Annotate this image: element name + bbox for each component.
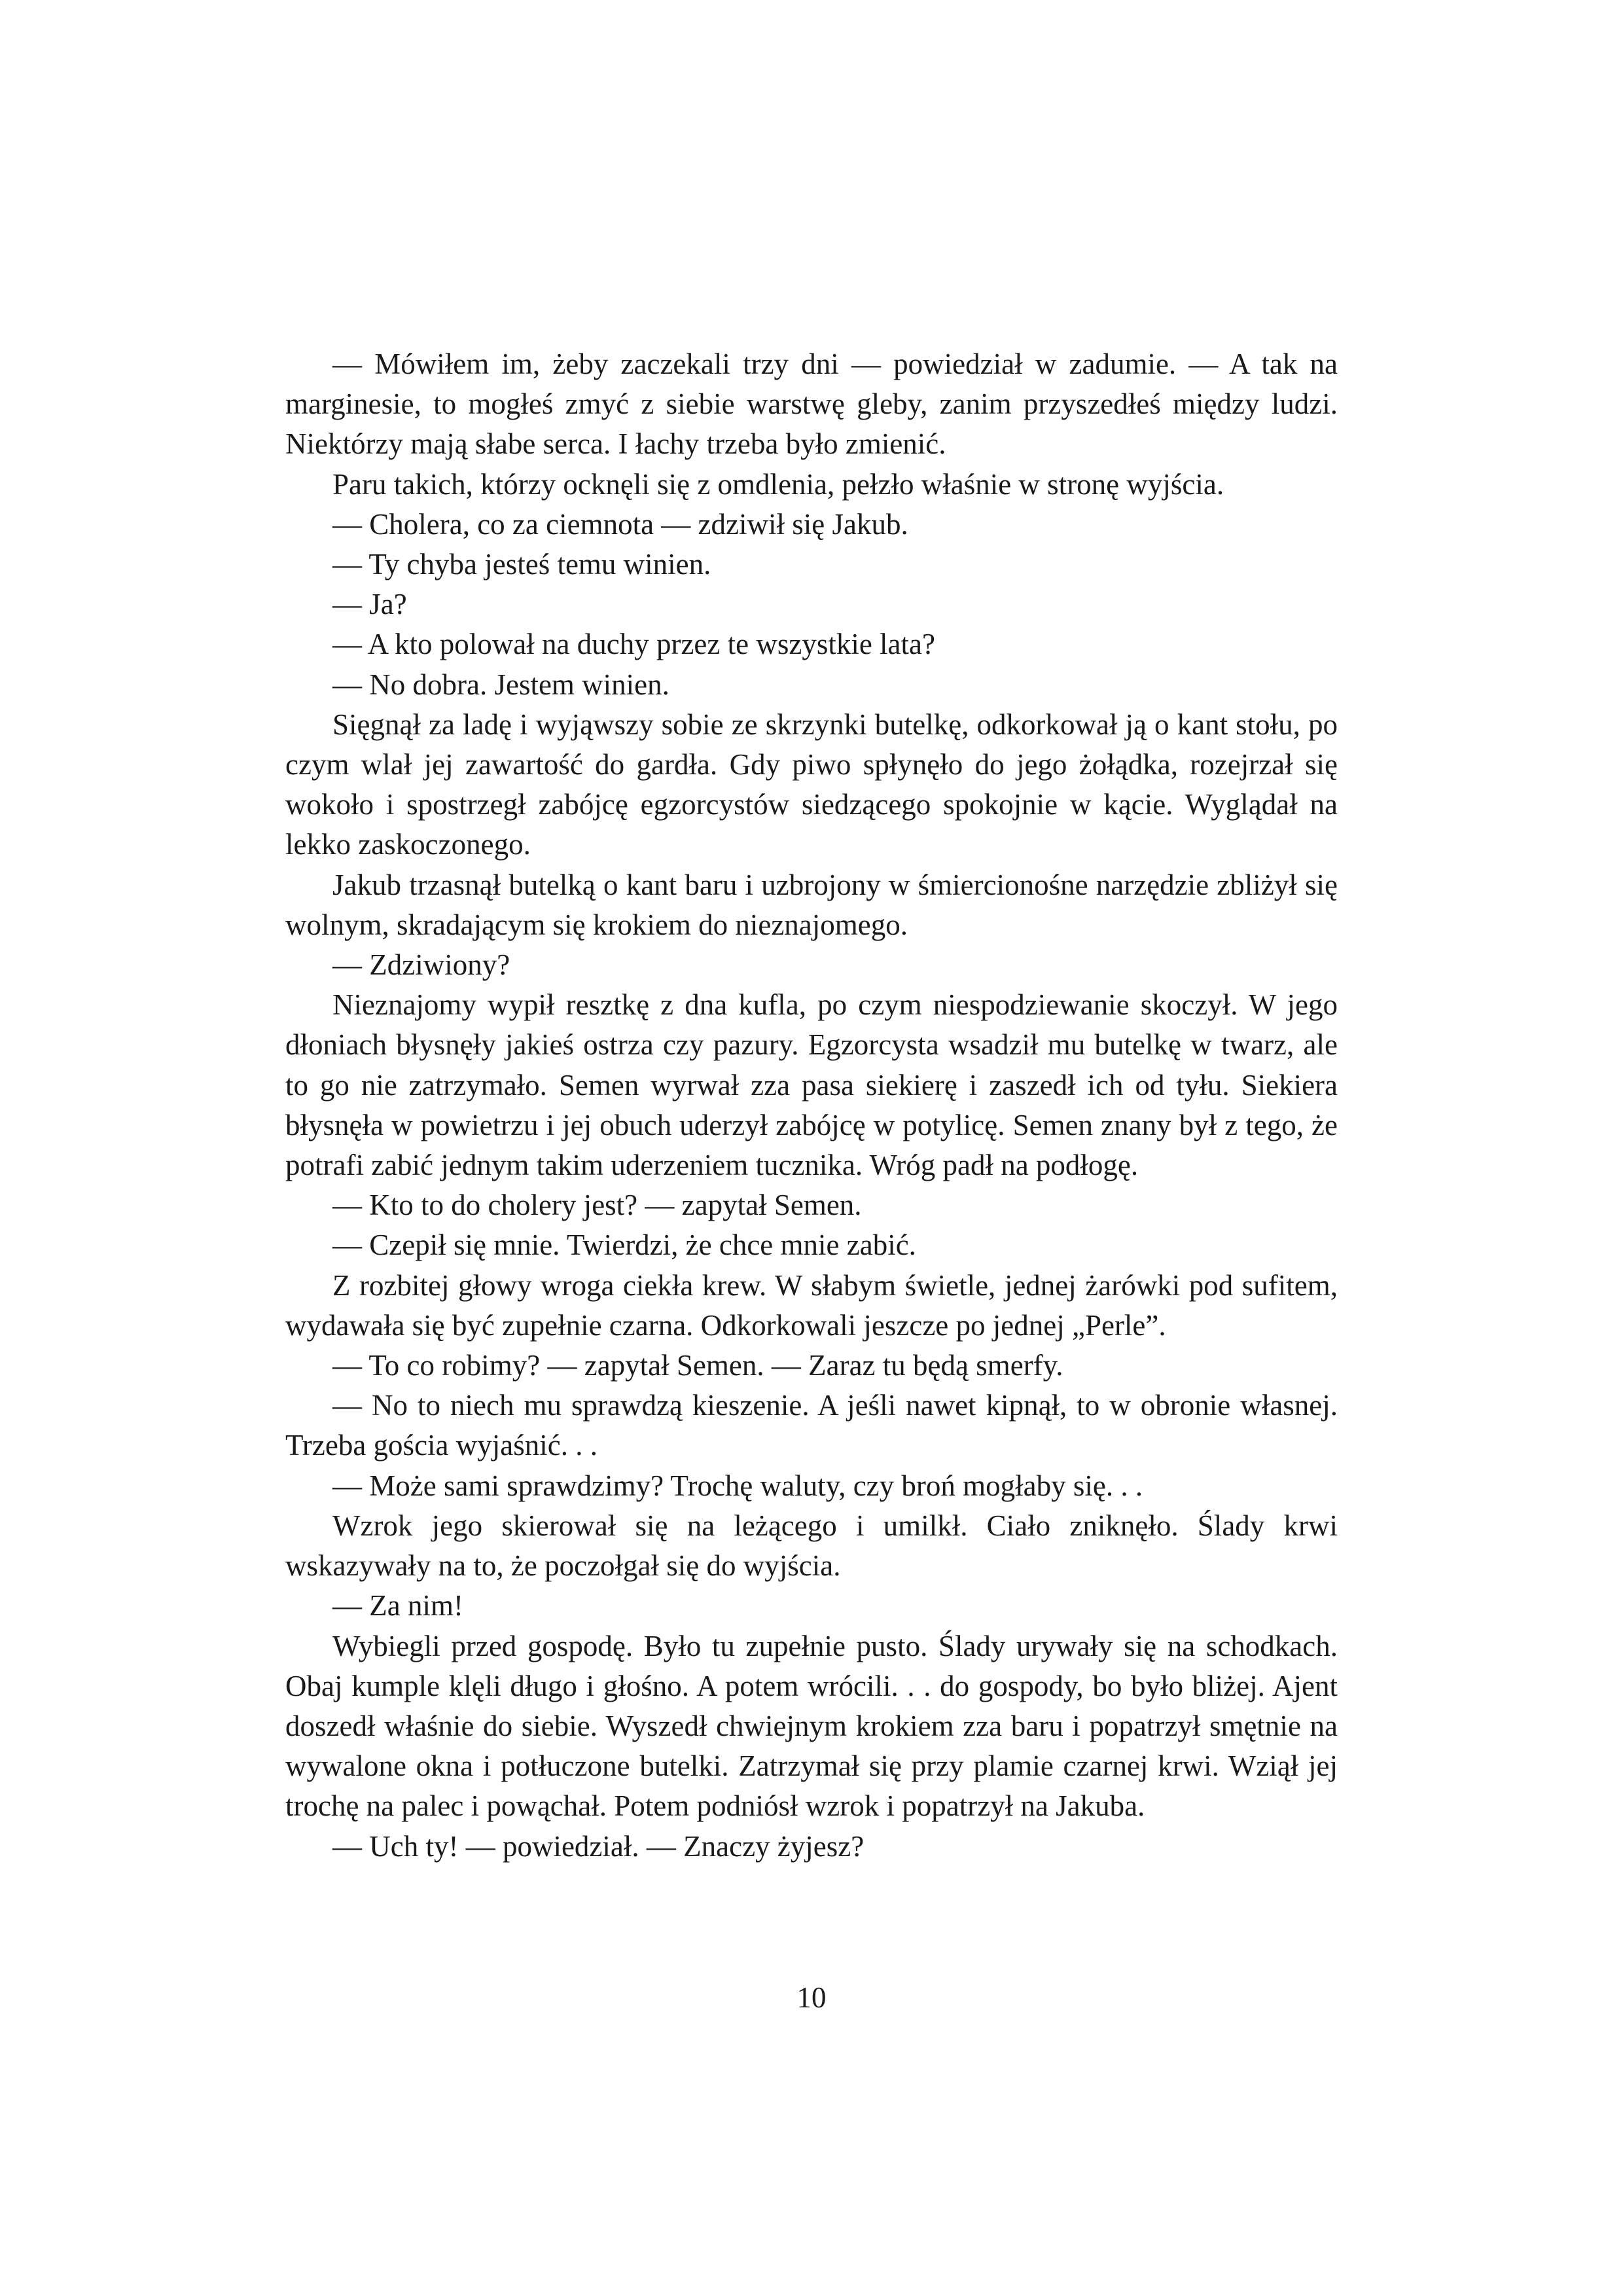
paragraph: — Za nim! xyxy=(332,1589,463,1623)
paragraph: — To co robimy? — zapytał Semen. — Zaraz tu będą smerfy. xyxy=(332,1349,1063,1382)
page-number: 10 xyxy=(796,1981,827,2014)
paragraph: — A kto polował na duchy przez te wszystkie lata? xyxy=(332,628,935,661)
paragraph: Wybiegli przed gospodę. Było tu zupełnie pusto. Ślady urywały się na schodkach. Obaj kumple klęli długo i głośno. A potem wrócili. . . do gospody, bo było bliżej. Ajent doszedł właśnie do siebie. Wyszedł chwiejnym krokiem zza baru i popatrzył smętnie na wywalone okna i potłuczone butelki. Zatrzymał się przy plamie czarnej krwi. Wziął jej trochę na palec i powąchał. Potem podniósł wzrok i popatrzył na Jakuba. xyxy=(285,1629,1338,1823)
paragraph: Paru takich, którzy ocknęli się z omdlenia, pełzło właśnie w stronę wyjścia. xyxy=(332,467,1224,501)
paragraph: — Czepił się mnie. Twierdzi, że chce mnie zabić. xyxy=(332,1229,916,1262)
paragraph: — Mówiłem im, żeby zaczekali trzy dni — powiedział w zadumie. — A tak na marginesie, to mogłeś zmyć z siebie warstwę gleby, zanim przyszedłeś między ludzi. Niektórzy mają słabe serca. I łachy trzeba było zmienić. xyxy=(285,348,1338,461)
paragraph: Z rozbitej głowy wroga ciekła krew. W słabym świetle, jednej żarówki pod sufitem, wydawała się być zupełnie czarna. Odkorkowali jeszcze po jednej „Perle”. xyxy=(285,1268,1338,1342)
paragraph: — No to niech mu sprawdzą kieszenie. A jeśli nawet kipnął, to w obronie własnej. Trzeba gościa wyjaśnić. . . xyxy=(285,1389,1338,1462)
paragraph: Sięgnął za ladę i wyjąwszy sobie ze skrzynki butelkę, odkorkował ją o kant stołu, po czym wlał jej zawartość do gardła. Gdy piwo spłynęło do jego żołądka, rozejrzał się wokoło i spostrzegł zabójcę egzorcystów siedzącego spokojnie w kącie. Wyglądał na lekko zaskoczonego. xyxy=(285,708,1338,861)
paragraph: — Kto to do cholery jest? — zapytał Semen. xyxy=(332,1189,862,1222)
paragraph: — Cholera, co za ciemnota — zdziwił się Jakub. xyxy=(332,507,908,541)
paragraph: Nieznajomy wypił resztkę z dna kufla, po czym niespodziewanie skoczył. W jego dłoniach błysnęły jakieś ostrza czy pazury. Egzorcysta wsadził mu butelkę w twarz, ale to go nie zatrzymało. Semen wyrwał zza pasa siekierę i zaszedł ich od tyłu. Siekiera błysnęła w powietrzu i jej obuch uderzył zabójcę w potylicę. Semen znany był z tego, że potrafi zabić jednym takim uderzeniem tucznika. Wróg padł na podłogę. xyxy=(285,988,1338,1182)
paragraph: — Może sami sprawdzimy? Trochę waluty, czy broń mogłaby się. . . xyxy=(332,1469,1143,1502)
paragraph: — Ja? xyxy=(332,588,407,621)
paragraph: Wzrok jego skierował się na leżącego i umilkł. Ciało zniknęło. Ślady krwi wskazywały na to, że poczołgał się do wyjścia. xyxy=(285,1509,1338,1583)
paragraph: — Ty chyba jesteś temu winien. xyxy=(332,548,711,581)
paragraph: — No dobra. Jestem winien. xyxy=(332,668,669,701)
paragraph: — Uch ty! — powiedział. — Znaczy żyjesz? xyxy=(332,1829,865,1863)
paragraph: — Zdziwiony? xyxy=(332,948,510,982)
paragraph: Jakub trzasnął butelką o kant baru i uzbrojony w śmiercionośne narzędzie zbliżył się wolnym, skradającym się krokiem do nieznajomego. xyxy=(285,868,1338,941)
body-text xyxy=(285,344,1338,1867)
